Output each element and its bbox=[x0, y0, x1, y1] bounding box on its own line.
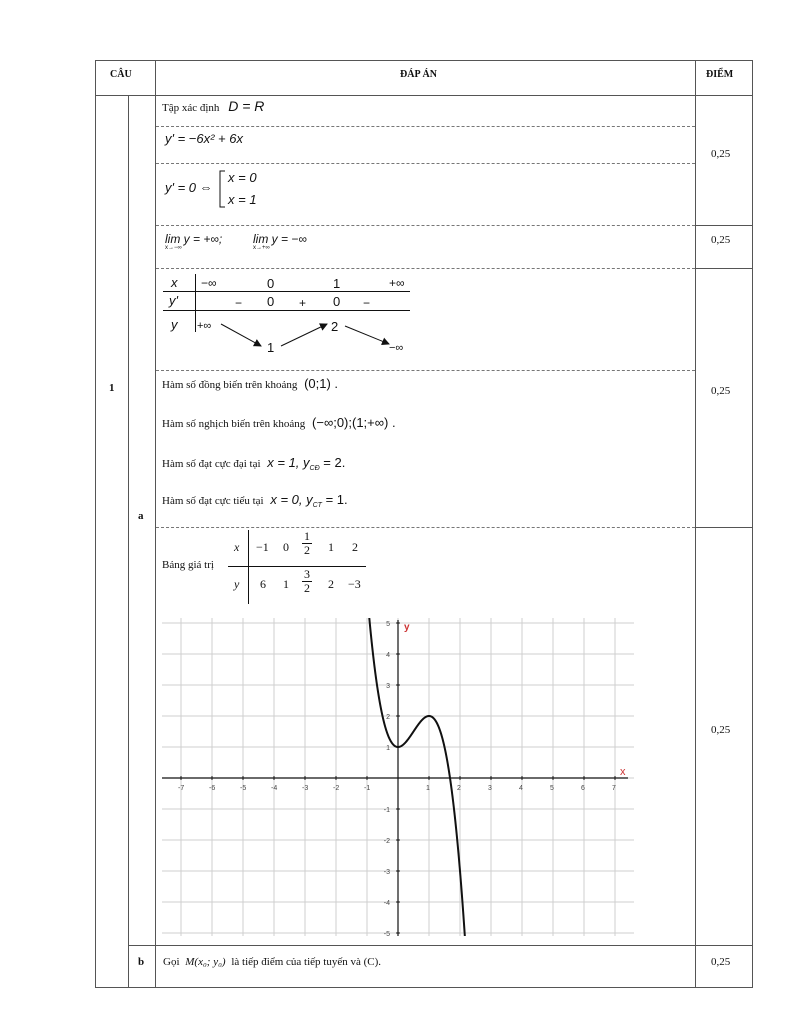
limit-2-text: lim y = −∞ bbox=[253, 232, 307, 246]
valt-hline bbox=[228, 566, 366, 567]
limit-1-sub: x→−∞ bbox=[165, 245, 182, 251]
statement-max-text: Hàm số đạt cực đại tại bbox=[162, 458, 261, 470]
valt-x-4: 2 bbox=[352, 540, 358, 554]
vt-y-1: 1 bbox=[267, 340, 275, 355]
function-graph bbox=[162, 618, 634, 936]
score-2: 0,25 bbox=[711, 234, 731, 246]
vt-y-2: 2 bbox=[331, 319, 339, 334]
col-divider-part bbox=[128, 95, 129, 988]
statement-increasing-text: Hàm số đồng biến trên khoảng bbox=[162, 379, 298, 391]
score-4: 0,25 bbox=[711, 724, 731, 736]
vt-y-3: −∞ bbox=[389, 342, 404, 354]
y-tick-label: -3 bbox=[383, 869, 390, 876]
col-divider-diem bbox=[695, 60, 696, 988]
valt-vline bbox=[248, 530, 249, 604]
header-diem: ĐIỂM bbox=[706, 69, 734, 80]
table-border-bottom bbox=[95, 987, 753, 988]
part-a-label: a bbox=[138, 510, 144, 522]
domain-text: Tập xác định bbox=[162, 102, 220, 114]
x-tick-label: -4 bbox=[271, 785, 278, 792]
row-sep-1 bbox=[695, 225, 753, 226]
statement-max bbox=[162, 455, 345, 472]
limit-2-sub: x→+∞ bbox=[253, 245, 270, 251]
x-tick-label: -6 bbox=[209, 785, 216, 792]
valt-y-1: 1 bbox=[283, 577, 289, 591]
table-border-right bbox=[752, 60, 753, 988]
vt-arrow-down-2 bbox=[345, 326, 389, 344]
score-1: 0,25 bbox=[711, 148, 731, 160]
limit-1 bbox=[165, 232, 222, 246]
vt-x-1: 0 bbox=[267, 276, 275, 291]
vt-sign-3: 0 bbox=[333, 294, 341, 309]
vt-yp-label: y' bbox=[169, 293, 178, 308]
vt-sign-4: − bbox=[363, 296, 371, 310]
valt-y-4: −3 bbox=[348, 577, 361, 591]
critical-case-1: x = 0 bbox=[228, 170, 257, 185]
x-tick-label: 6 bbox=[581, 785, 585, 792]
vt-sign-0: − bbox=[235, 296, 243, 310]
critical-lhs: y' = 0 ⇔ bbox=[165, 180, 213, 195]
vt-x-2: 1 bbox=[333, 276, 341, 291]
domain-line bbox=[162, 98, 264, 114]
x-tick-label: -1 bbox=[364, 785, 371, 792]
y-tick-label: 1 bbox=[386, 745, 390, 752]
vt-y-label: y bbox=[171, 317, 178, 332]
vt-arrows bbox=[163, 274, 413, 360]
question-number: 1 bbox=[109, 382, 115, 394]
value-table bbox=[228, 530, 368, 606]
dash-sep-5 bbox=[156, 370, 695, 371]
dash-sep-2 bbox=[156, 163, 695, 164]
vt-y-0: +∞ bbox=[197, 320, 212, 332]
row-sep-3 bbox=[695, 527, 753, 528]
y-tick-label: -4 bbox=[383, 900, 390, 907]
x-tick-label: 2 bbox=[457, 785, 461, 792]
valt-y-0: 6 bbox=[260, 577, 266, 591]
critical-case-2: x = 1 bbox=[228, 192, 257, 207]
x-tick-label: 3 bbox=[488, 785, 492, 792]
valt-y-3: 2 bbox=[328, 577, 334, 591]
part-b-post: là tiếp điểm của tiếp tuyến và (C). bbox=[231, 956, 381, 968]
score-3: 0,25 bbox=[711, 385, 731, 397]
bracket-icon bbox=[218, 170, 226, 208]
x-tick-label: 4 bbox=[519, 785, 523, 792]
valt-y-label: y bbox=[234, 577, 240, 591]
statement-increasing-expr: (0;1) . bbox=[304, 376, 339, 391]
table-border-left bbox=[95, 60, 96, 988]
valt-x-1: 0 bbox=[283, 540, 289, 554]
valt-x-label: x bbox=[234, 540, 240, 554]
x-tick-label: -3 bbox=[302, 785, 309, 792]
variation-table bbox=[163, 274, 413, 360]
y-tick-label: 5 bbox=[386, 621, 390, 628]
statement-min-expr: x = 0, $y_{CT} = 1$. bbox=[270, 492, 348, 509]
dash-sep-6 bbox=[156, 527, 695, 528]
table-header-bottom bbox=[95, 95, 753, 96]
vt-x-label: x bbox=[171, 275, 178, 290]
statement-decreasing-expr: (−∞;0);(1;+∞) . bbox=[312, 415, 396, 430]
header-cau: CÂU bbox=[110, 69, 132, 80]
row-sep-2 bbox=[695, 268, 753, 269]
vt-x-3: +∞ bbox=[389, 276, 405, 290]
x-tick-label: -7 bbox=[178, 785, 185, 792]
statement-min-text: Hàm số đạt cực tiểu tại bbox=[162, 495, 264, 507]
y-tick-label: 2 bbox=[386, 714, 390, 721]
y-axis-label: y bbox=[404, 622, 410, 633]
statement-max-expr: x = 1, $y_{CĐ} = 2$. bbox=[267, 455, 346, 472]
valt-x-3: 1 bbox=[328, 540, 334, 554]
limit-2 bbox=[253, 232, 307, 246]
statement-decreasing-text: Hàm số nghịch biến trên khoảng bbox=[162, 418, 306, 430]
dash-sep-1 bbox=[156, 126, 695, 127]
valt-x-2: $\frac{1}{2}$ bbox=[304, 529, 310, 557]
dash-sep-3 bbox=[156, 225, 695, 226]
x-tick-label: 1 bbox=[426, 785, 430, 792]
score-5: 0,25 bbox=[711, 956, 731, 968]
y-tick-label: 4 bbox=[386, 652, 390, 659]
x-tick-label: -5 bbox=[240, 785, 247, 792]
vt-arrow-up bbox=[281, 324, 327, 346]
x-tick-label: 5 bbox=[550, 785, 554, 792]
x-tick-label: -2 bbox=[333, 785, 340, 792]
statement-decreasing bbox=[162, 415, 396, 430]
part-b-statement bbox=[163, 956, 381, 968]
row-sep-4 bbox=[128, 945, 753, 946]
y-tick-label: -5 bbox=[383, 931, 390, 936]
valt-y-2: $\frac{3}{2}$ bbox=[304, 567, 310, 595]
vt-sign-1: 0 bbox=[267, 294, 275, 309]
part-b-expr: M(x₀; y₀) bbox=[185, 956, 226, 968]
vt-x-0: −∞ bbox=[201, 276, 217, 290]
col-divider-cau bbox=[155, 60, 156, 988]
valt-x-0: −1 bbox=[256, 540, 269, 554]
x-tick-label: 7 bbox=[612, 785, 616, 792]
y-tick-label: -1 bbox=[383, 807, 390, 814]
vt-sign-2: + bbox=[299, 296, 307, 310]
y-tick-label: 3 bbox=[386, 683, 390, 690]
vt-arrow-down-1 bbox=[221, 324, 261, 346]
dash-sep-4 bbox=[156, 268, 695, 269]
domain-expr: D = R bbox=[228, 98, 265, 114]
statement-min bbox=[162, 492, 348, 509]
derivative-formula: y' = −6x² + 6x bbox=[165, 131, 243, 146]
value-table-label: Bảng giá trị bbox=[162, 559, 214, 571]
part-b-label: b bbox=[138, 956, 145, 968]
statement-increasing bbox=[162, 376, 338, 391]
part-b-pre: Gọi bbox=[163, 956, 180, 968]
header-dap-an: ĐÁP ÁN bbox=[400, 69, 437, 80]
y-tick-label: -2 bbox=[383, 838, 390, 845]
limit-1-text: lim y = +∞; bbox=[165, 232, 223, 246]
table-border-top bbox=[95, 60, 753, 61]
x-axis-label: x bbox=[620, 766, 626, 778]
